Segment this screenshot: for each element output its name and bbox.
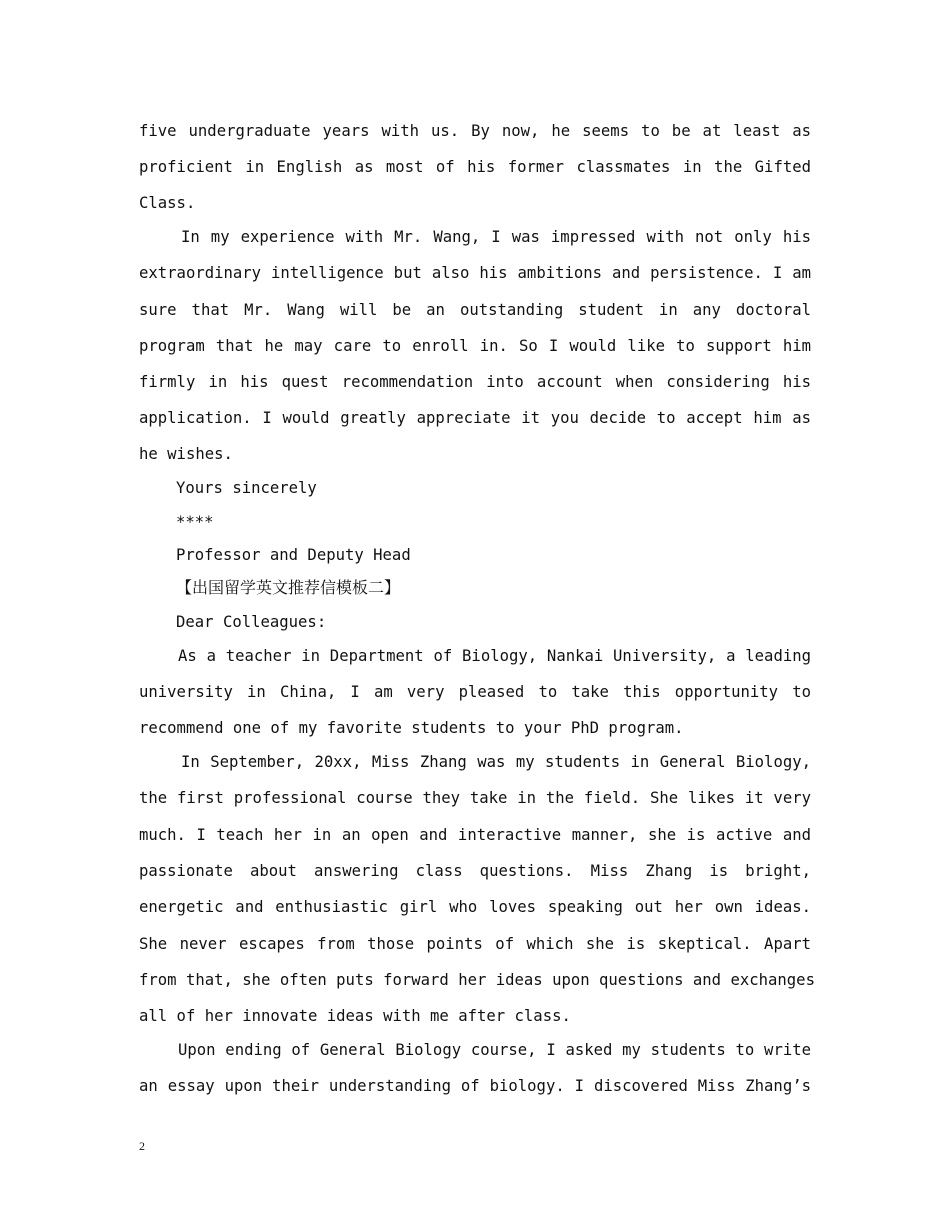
body-text-line: passionate about answering class questions. Miss Zhang is bright, (139, 862, 811, 880)
body-text-line: firmly in his quest recommendation into account when considering his (139, 373, 811, 391)
body-text-line: Class. (139, 194, 196, 212)
body-text-line: all of her innovate ideas with me after class. (139, 1007, 571, 1025)
body-text-line: from that, she often puts forward her ideas upon questions and exchanges (139, 971, 815, 989)
body-text-line: proficient in English as most of his former classmates in the Gifted (139, 158, 811, 176)
section-heading: 【出国留学英文推荐信模板二】 (176, 578, 401, 597)
body-text-line: application. I would greatly appreciate it you decide to accept him as (139, 409, 811, 427)
page-number: 2 (139, 1139, 145, 1153)
signer-title: Professor and Deputy Head (176, 546, 411, 564)
body-text-line: energetic and enthusiastic girl who loves speaking out her own ideas. (139, 898, 811, 916)
body-text-line: an essay upon their understanding of biology. I discovered Miss Zhang’s (139, 1077, 811, 1095)
greeting: Dear Colleagues: (176, 613, 327, 631)
body-text-line: sure that Mr. Wang will be an outstanding student in any doctoral (139, 301, 811, 319)
paragraph-first-line: In September, 20xx, Miss Zhang was my students in General Biology, (181, 753, 811, 771)
body-text-line: much. I teach her in an open and interactive manner, she is active and (139, 826, 811, 844)
paragraph-first-line: As a teacher in Department of Biology, Nankai University, a leading (178, 647, 811, 665)
body-text-line: five undergraduate years with us. By now, he seems to be at least as (139, 122, 811, 140)
body-text-line: extraordinary intelligence but also his ambitions and persistence. I am (139, 264, 811, 282)
paragraph-first-line: In my experience with Mr. Wang, I was impressed with not only his (181, 228, 811, 246)
body-text-line: he wishes. (139, 445, 233, 463)
paragraph-first-line: Upon ending of General Biology course, I asked my students to write (178, 1041, 811, 1059)
closing-salutation: Yours sincerely (176, 479, 317, 497)
body-text-line: recommend one of my favorite students to your PhD program. (139, 719, 684, 737)
body-text-line: She never escapes from those points of which she is skeptical. Apart (139, 935, 811, 953)
signature-placeholder: **** (176, 513, 214, 531)
body-text-line: university in China, I am very pleased to take this opportunity to (139, 683, 811, 701)
body-text-line: the first professional course they take in the field. She likes it very (139, 789, 811, 807)
body-text-line: program that he may care to enroll in. So I would like to support him (139, 337, 811, 355)
